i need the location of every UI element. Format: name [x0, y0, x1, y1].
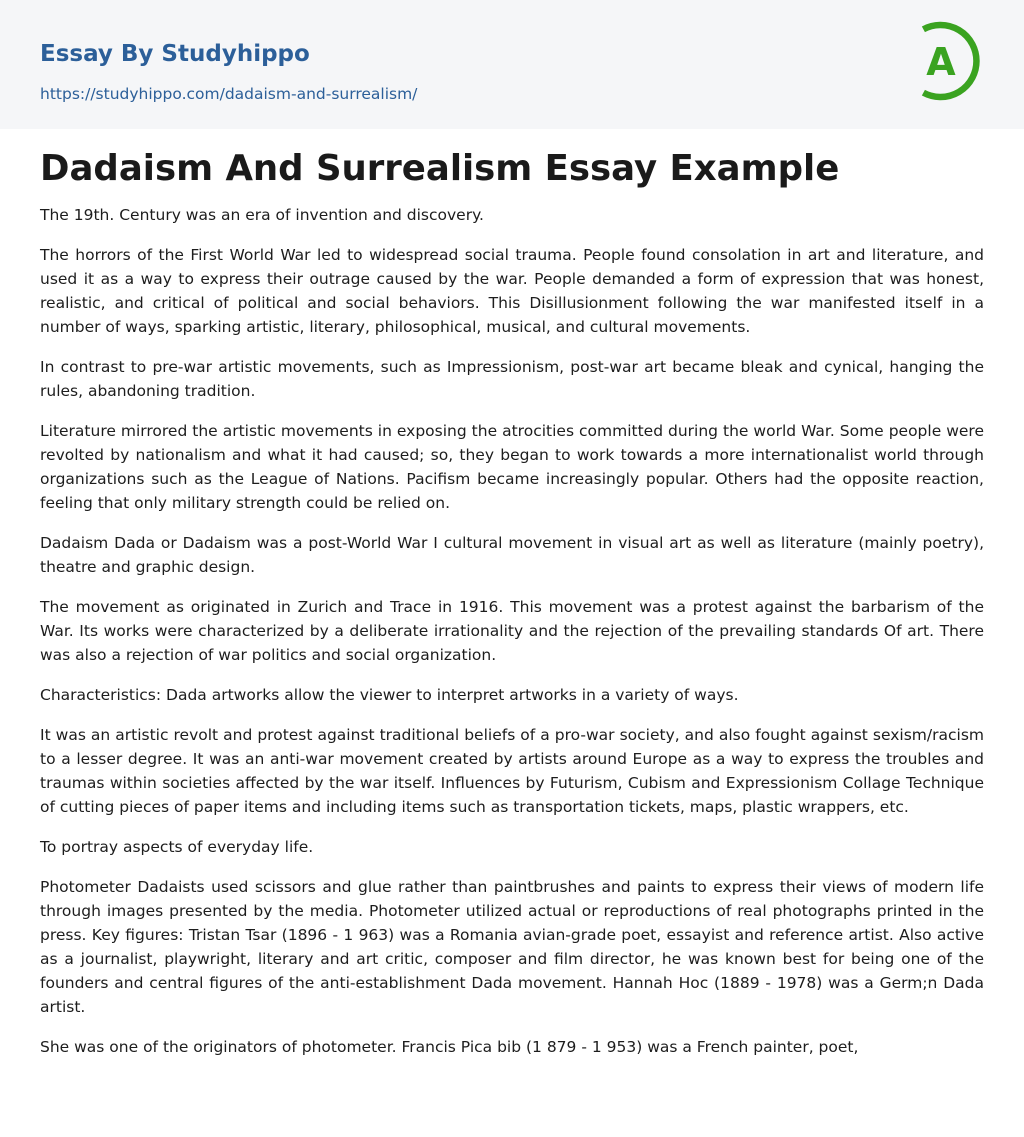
paragraph: Literature mirrored the artistic movements in exposing the atrocities committed during the world War. Some people were revolted by nationalism and what it had caused; so, they began to work towards a more internationalist world through organizations such as the League of Nations. Pacifism became increasingly popular. Others had the opposite reaction, feeling that only military strength could be relied on.	[40, 422, 984, 512]
page-title: Dadaism And Surrealism Essay Example	[40, 148, 840, 189]
article-body	[40, 203, 984, 1059]
paragraph: To portray aspects of everyday life.	[40, 838, 314, 856]
paragraph: Photometer Dadaists used scissors and glue rather than paintbrushes and paints to express their views of modern life through images presented by the media. Photometer utilized actual or reproductions of real photographs printed in the press. Key figures: Tristan Tsar (1896 - 1 963) was a Romania avian-grade poet, essayist and reference artist. Also active as a journalist, playwright, literary and art critic, composer and film director, he was known best for being one of the founders and central figures of the anti-establishment Dada movement. Hannah Hoc (1889 - 1978) was a Germ;n Dada artist.	[40, 878, 984, 1016]
logo-icon[interactable]	[903, 18, 989, 104]
paragraph: Dadaism Dada or Dadaism was a post-World War I cultural movement in visual art as well as literature (mainly poetry), theatre and graphic design.	[40, 534, 984, 576]
paragraph: She was one of the originators of photometer. Francis Pica bib (1 879 - 1 953) was a French painter, poet,	[40, 1038, 859, 1056]
brand-title[interactable]: Essay By Studyhippo	[40, 41, 310, 67]
paragraph: The movement as originated in Zurich and Trace in 1916. This movement was a protest against the barbarism of the War. Its works were characterized by a deliberate irrationality and the rejection of the prevailing standards Of art. There was also a rejection of war politics and social organization.	[40, 598, 984, 664]
paragraph: In contrast to pre-war artistic movements, such as Impressionism, post-war art became bleak and cynical, hanging the rules, abandoning tradition.	[40, 358, 984, 400]
paragraph: The horrors of the First World War led to widespread social trauma. People found consolation in art and literature, and used it as a way to express their outrage caused by the war. People demanded a form of expression that was honest, realistic, and critical of political and social behaviors. This Disillusionment following the war manifested itself in a number of ways, sparking artistic, literary, philosophical, musical, and cultural movements.	[40, 246, 984, 336]
paragraph: Characteristics: Dada artworks allow the viewer to interpret artworks in a variety of ways.	[40, 686, 739, 704]
paragraph: It was an artistic revolt and protest against traditional beliefs of a pro-war society, and also fought against sexism/racism to a lesser degree. It was an anti-war movement created by artists around Europe as a way to express the troubles and traumas within societies affected by the war itself. Influences by Futurism, Cubism and Expressionism Collage Technique of cutting pieces of paper items and including items such as transportation tickets, maps, plastic wrappers, etc.	[40, 726, 984, 816]
site-header	[0, 0, 1024, 129]
paragraph: The 19th. Century was an era of invention and discovery.	[40, 206, 484, 224]
source-url-link[interactable]: https://studyhippo.com/dadaism-and-surrealism/	[40, 85, 418, 103]
logo-letter: A	[926, 40, 956, 84]
article	[40, 129, 984, 1075]
